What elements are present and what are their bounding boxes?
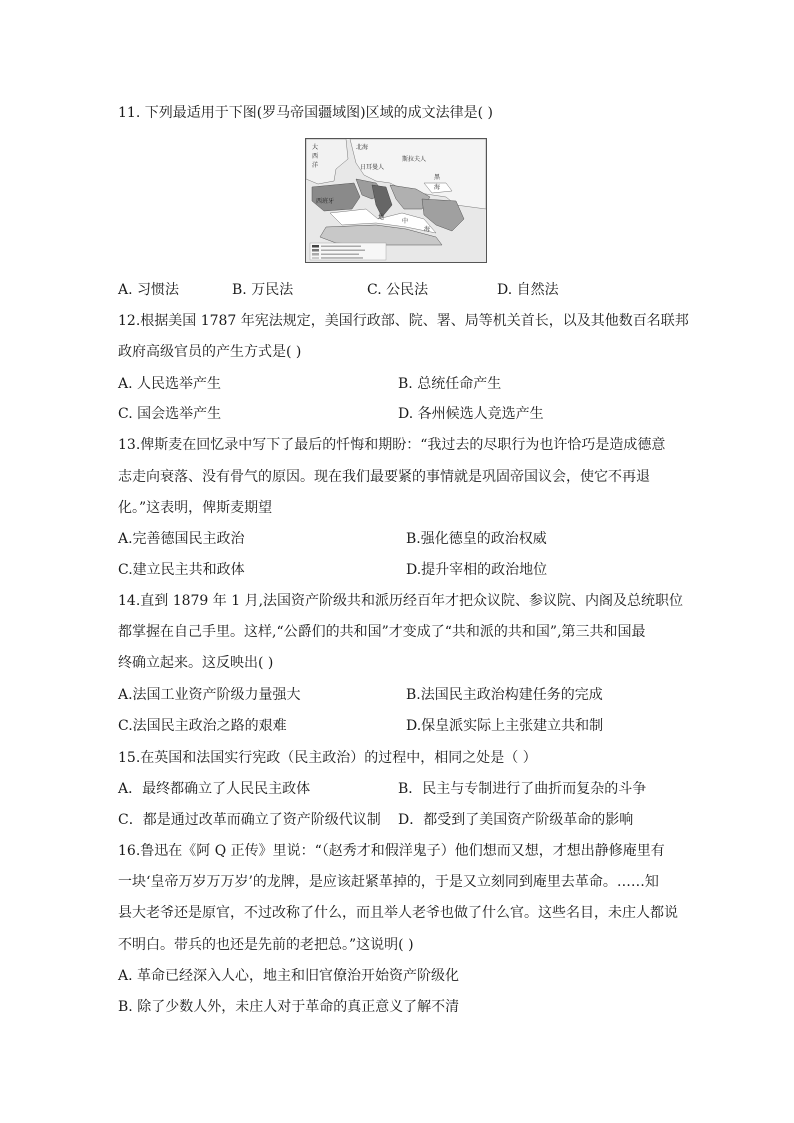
q14-stem-line2: 都掌握在自己手里。这样,“公爵们的共和国”才变成了“共和派的共和国”,第三共和国最 [118, 624, 646, 640]
map-label-11: 中 [402, 218, 409, 225]
map-label-3: 洋 [312, 162, 319, 169]
q15-stem: 15.在英国和法国实行宪政（民主政治）的过程中，相同之处是（ ） [118, 750, 537, 766]
q12-stem-line2: 政府高级官员的产生方式是( ) [118, 344, 302, 360]
q13-stem-line3: 化。”这表明，俾斯麦期望 [118, 500, 273, 516]
map-label-6: 斯拉夫人 [402, 156, 427, 163]
q14-option-c: C.法国民主政治之路的艰难 [118, 718, 287, 734]
roman-empire-map [305, 138, 487, 263]
q16-option-b: B. 除了少数人外，未庄人对于革命的真正意义了解不清 [118, 999, 460, 1015]
q12-option-c: C. 国会选举产生 [118, 406, 222, 422]
map-label-2: 西 [312, 153, 319, 160]
q11-option-c: C. 公民法 [367, 282, 429, 298]
q16-stem-line4: 不明白。带兵的也还是先前的老把总。”这说明( ) [118, 937, 414, 953]
q12-option-b: B. 总统任命产生 [398, 376, 502, 392]
q13-option-d: D.提升宰相的政治地位 [406, 562, 548, 578]
q14-option-d: D.保皇派实际上主张建立共和制 [406, 718, 604, 734]
map-label-4: 北海 [356, 144, 369, 151]
map-label-12: 海 [424, 226, 431, 233]
q16-option-a: A. 革命已经深入人心，地主和旧官僚治开始资产阶级化 [118, 968, 460, 984]
map-label-5: 日耳曼人 [360, 164, 385, 171]
q15-option-b: B．民主与专制进行了曲折而复杂的斗争 [398, 781, 647, 797]
map-label-9: 西班牙 [316, 198, 335, 205]
map-label-7: 黑 [434, 174, 441, 181]
q13-option-c: C.建立民主共和政体 [118, 562, 245, 578]
q11-option-d: D. 自然法 [497, 282, 559, 298]
map-label-10: 地 [378, 214, 385, 221]
q14-option-b: B.法国民主政治构建任务的完成 [406, 687, 603, 703]
q13-stem-line1: 13.俾斯麦在回忆录中写下了最后的忏悔和期盼：“我过去的尽职行为也许恰巧是造成德意 [118, 437, 666, 453]
q16-stem-line3: 县大老爷还是原官，不过改称了什么，而且举人老爷也做了什么官。这些名目，未庄人都说 [118, 905, 678, 921]
q15-option-d: D．都受到了美国资产阶级革命的影响 [398, 812, 634, 828]
q15-option-a: A．最终都确立了人民民主政体 [118, 781, 311, 797]
map-label-1: 大 [312, 144, 319, 151]
q11-option-b: B. 万民法 [232, 282, 294, 298]
q16-stem-line1: 16.鲁迅在《阿 Q 正传》里说：“（赵秀才和假洋鬼子）他们想而又想，才想出静修庵里有 [118, 843, 665, 859]
q13-option-b: B.强化德皇的政治权威 [406, 531, 547, 547]
q11-option-a: A. 习惯法 [118, 282, 180, 298]
q12-stem-line1: 12.根据美国 1787 年宪法规定，美国行政部、院、署、局等机关首长，以及其他数百名联邦 [118, 313, 689, 329]
q15-option-c: C．都是通过改革而确立了资产阶级代议制 [118, 812, 381, 828]
map-label-8: 海 [434, 184, 441, 191]
q12-option-d: D. 各州候选人竞选产生 [398, 406, 544, 422]
q13-option-a: A.完善德国民主政治 [118, 531, 245, 547]
q14-stem-line1: 14.直到 1879 年 1 月,法国资产阶级共和派历经百年才把众议院、参议院、内阁及总统职位 [118, 593, 684, 609]
q13-stem-line2: 志走向衰落、没有骨气的原因。现在我们最要紧的事情就是巩固帝国议会，使它不再退 [118, 469, 650, 485]
q11-stem: 11. 下列最适用于下图(罗马帝国疆域图)区域的成文法律是( ) [118, 105, 494, 121]
q14-option-a: A.法国工业资产阶级力量强大 [118, 687, 301, 703]
q16-stem-line2: 一块‘皇帝万岁万万岁’的龙牌，是应该赶紧革掉的，于是又立刻同到庵里去革命。……知 [118, 874, 659, 890]
q14-stem-line3: 终确立起来。这反映出( ) [118, 655, 274, 671]
q12-option-a: A. 人民选举产生 [118, 376, 222, 392]
